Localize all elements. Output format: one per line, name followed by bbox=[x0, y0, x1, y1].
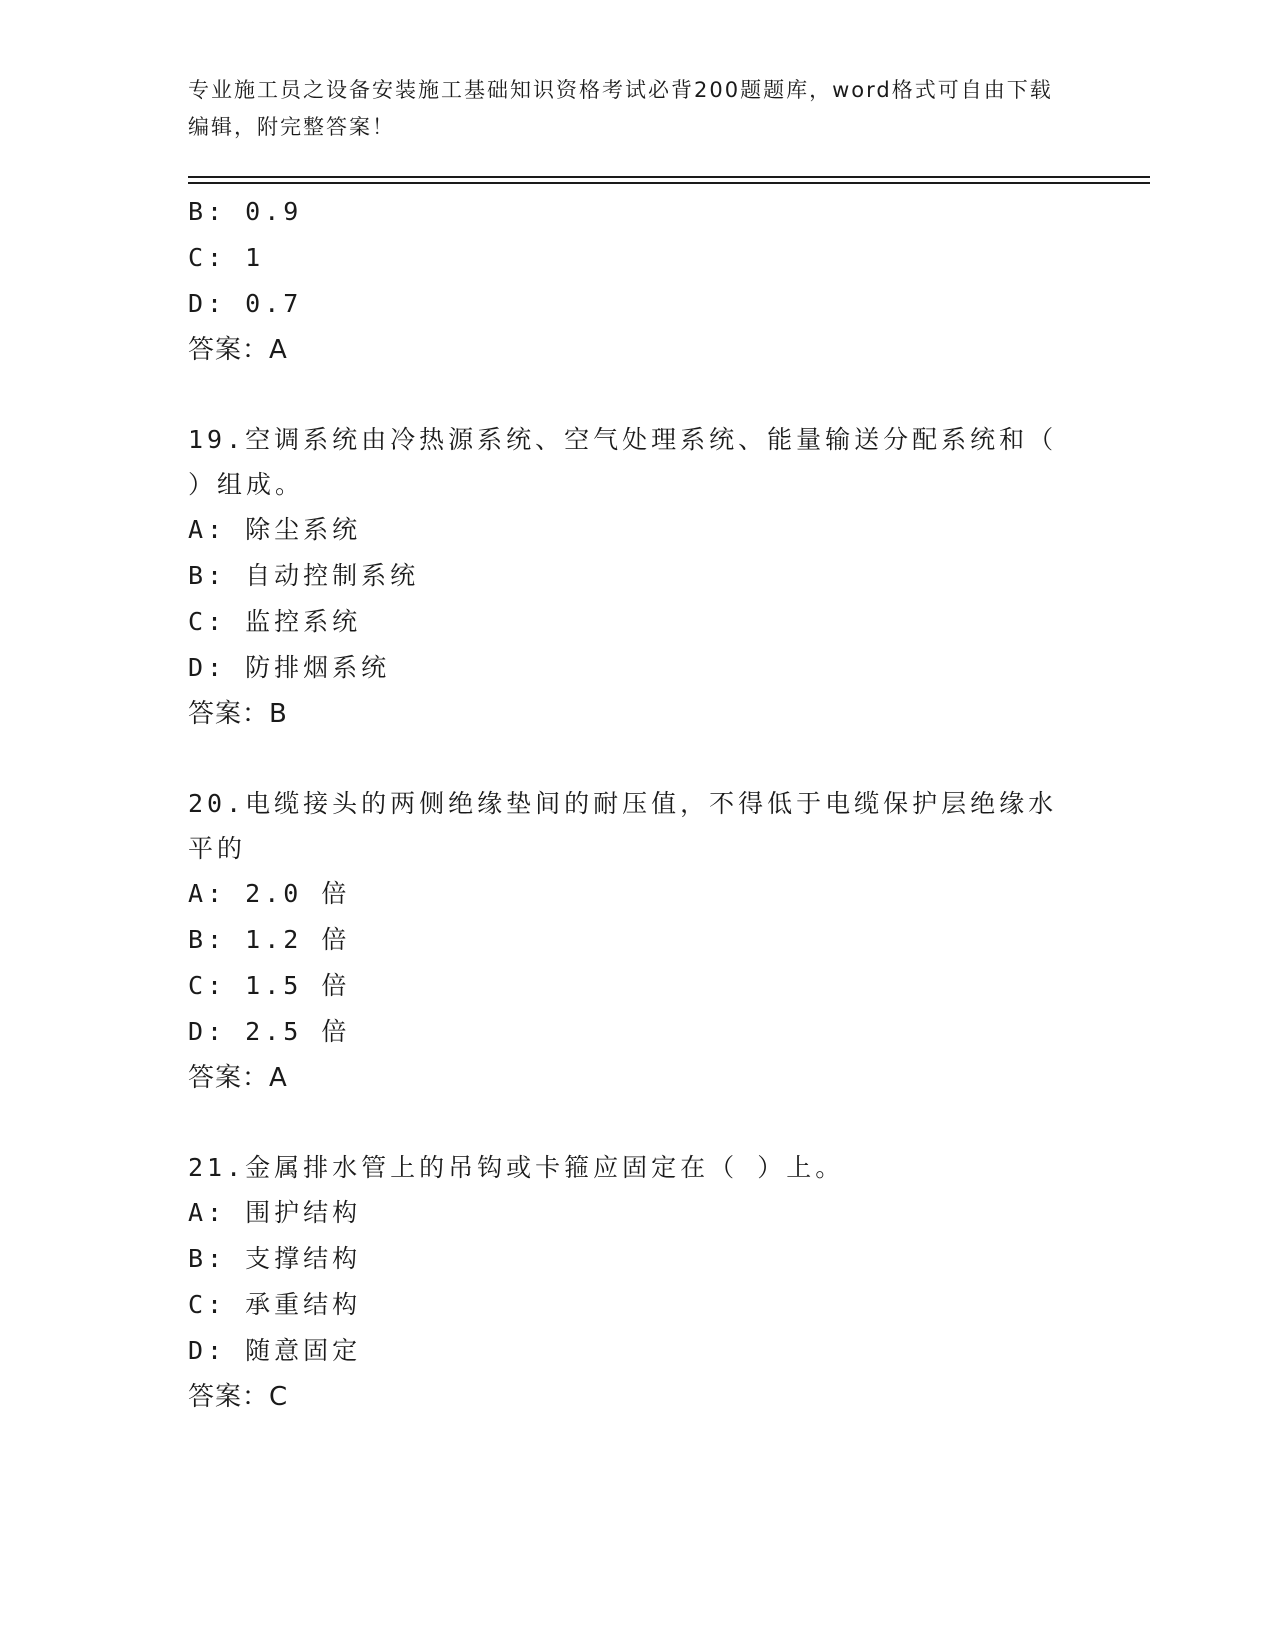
option-b: B: 0.9 bbox=[188, 197, 303, 226]
option-c: C: 承重结构 bbox=[188, 1290, 362, 1319]
answer-line: 答案：C bbox=[188, 1382, 289, 1412]
option-c: C: 监控系统 bbox=[188, 607, 362, 636]
option-b: B: 支撑结构 bbox=[188, 1244, 362, 1273]
question-stem: 21.金属排水管上的吊钩或卡箍应固定在（ ）上。 bbox=[188, 1153, 845, 1182]
option-b: B: 自动控制系统 bbox=[188, 561, 420, 590]
option-c: C: 1 bbox=[188, 243, 265, 272]
option-c: C: 1.5 倍 bbox=[188, 971, 351, 1000]
header-rule-top bbox=[188, 176, 1150, 178]
question-stem: 19.空调系统由冷热源系统、空气处理系统、能量输送分配系统和（ ）组成。 bbox=[188, 425, 1058, 499]
answer-line: 答案：A bbox=[188, 335, 288, 365]
option-d: D: 2.5 倍 bbox=[188, 1017, 351, 1046]
answer-line: 答案：B bbox=[188, 699, 288, 729]
header-rule-bottom bbox=[188, 182, 1150, 184]
document-header-title: 专业施工员之设备安装施工基础知识资格考试必背200题题库，word格式可自由下载编辑，附完整答案！ bbox=[188, 78, 1053, 139]
option-d: D: 随意固定 bbox=[188, 1336, 362, 1365]
option-a: A: 围护结构 bbox=[188, 1198, 362, 1227]
answer-line: 答案：A bbox=[188, 1063, 288, 1093]
option-a: A: 2.0 倍 bbox=[188, 879, 351, 908]
option-d: D: 0.7 bbox=[188, 289, 303, 318]
option-d: D: 防排烟系统 bbox=[188, 653, 391, 682]
question-content bbox=[188, 189, 1088, 1420]
question-stem: 20.电缆接头的两侧绝缘垫间的耐压值，不得低于电缆保护层绝缘水平的 bbox=[188, 789, 1058, 863]
option-a: A: 除尘系统 bbox=[188, 515, 362, 544]
option-b: B: 1.2 倍 bbox=[188, 925, 351, 954]
